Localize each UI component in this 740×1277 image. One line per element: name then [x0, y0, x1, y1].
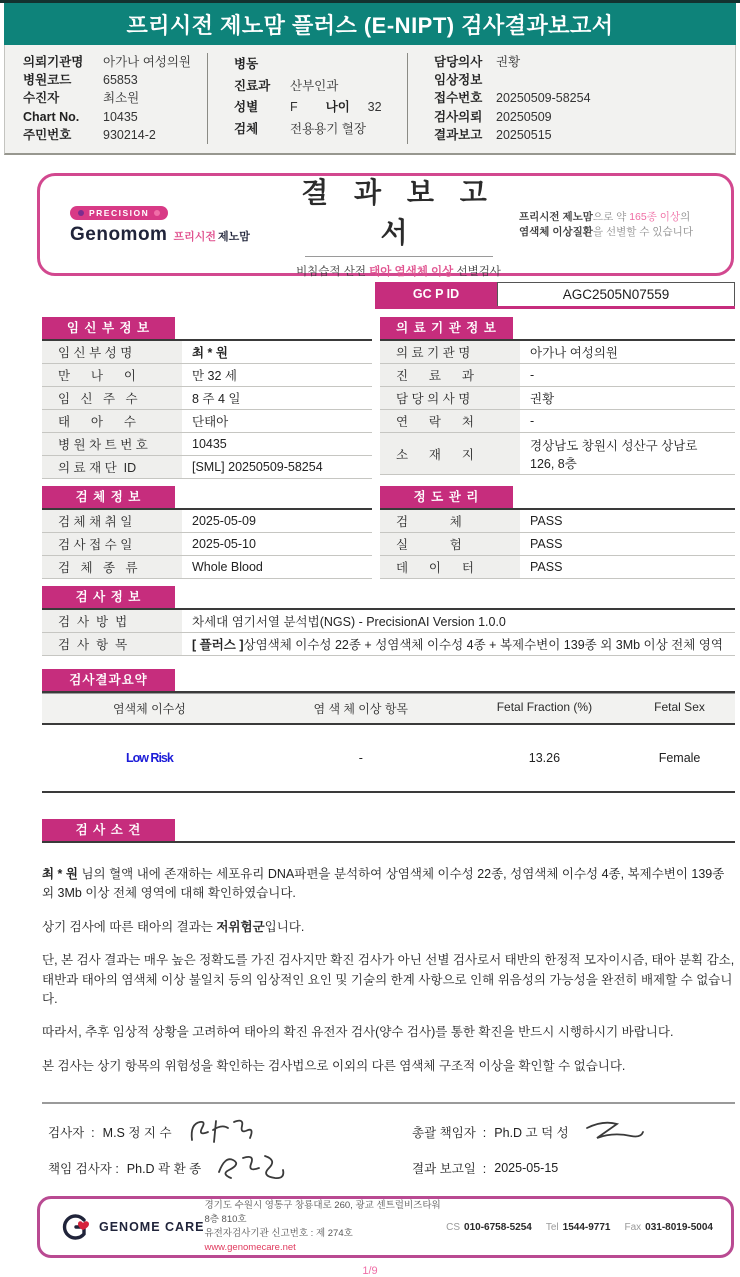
info-row [434, 108, 735, 126]
row-label: 나이 [325, 100, 350, 115]
fax-label: Fax [624, 1221, 642, 1233]
report-header-box [37, 173, 734, 276]
info-row [234, 98, 407, 116]
info-row [23, 108, 207, 126]
table-row [42, 510, 372, 533]
section-header [380, 317, 735, 341]
summary-header-row [42, 693, 735, 725]
signoff-left [42, 1114, 412, 1186]
fetal-fraction-value: 13.26 [528, 751, 561, 765]
row-value: - [530, 414, 535, 428]
patient-col-1 [5, 53, 207, 144]
row-value: 2025-05-10 [192, 537, 256, 551]
row-label: 의뢰기관명 [23, 55, 84, 70]
row-label: 진 료 과 [380, 364, 520, 386]
brand-wordmark [70, 224, 278, 246]
address-line-1: 경기도 수원시 영통구 창룡대로 260, 광교 센트럴비즈타워 8층 810호 [204, 1200, 441, 1225]
cs-label: CS [446, 1221, 461, 1233]
table-row [42, 533, 372, 556]
value-bold: [ 플러스 ] [192, 638, 244, 652]
column-header: Fetal Sex [654, 700, 705, 714]
row-label: 태 아 수 [42, 410, 182, 432]
report-main-title: 프리시전 제노맘 플러스 (E-NIPT) 검사결과보고서 [126, 12, 614, 38]
genome-care-logo-text: GENOME CARE [99, 1220, 205, 1234]
chief-examiner-name: Ph.D 곽 환 종 [126, 1162, 202, 1176]
table-row [42, 433, 372, 456]
row-label: 결과보고 [434, 127, 483, 142]
paragraph-text: 상기 검사에 따른 태아의 결과는 [42, 919, 217, 934]
tagline-line-1 [519, 210, 705, 225]
row-value: 단태아 [192, 415, 229, 429]
row-value: 전용용기 혈장 [290, 122, 366, 137]
fax-number: 031-8019-5004 [645, 1221, 713, 1233]
row-value: 산부인과 [290, 78, 339, 93]
table-row [42, 633, 735, 656]
report-title: 결 과 보 고 서 [301, 176, 496, 248]
patient-col-3 [407, 53, 735, 144]
genome-care-logo-icon [58, 1212, 92, 1242]
findings-paragraph [42, 865, 735, 904]
table-row [380, 364, 735, 387]
tagline-mid: 으로 약 [592, 210, 630, 223]
section-header [42, 819, 735, 843]
subtitle-highlight: 태아 염색체 이상 [369, 265, 454, 278]
director-row [412, 1114, 735, 1150]
tel-number: 1544-9771 [562, 1221, 611, 1233]
row-label: 만 나 이 [42, 364, 182, 386]
row-value: 2025-05-09 [192, 514, 256, 528]
abnormality-value: - [358, 751, 363, 765]
findings-paragraph: 따라서, 추후 임상적 상황을 고려하여 태아의 확진 유전자 검사(양수 검사)를 통한 확진을 반드시 시행하시기 바랍니다. [42, 1025, 674, 1040]
section-badge: 임 신 부 정 보 [42, 317, 175, 339]
section-header [42, 317, 372, 341]
gcpid-row [375, 282, 735, 309]
findings-paragraph: 단, 본 검사 결과는 매우 높은 정확도를 가진 검사지만 확진 검사가 아닌 선별 검사로서 태반의 한정적 모자이시즘, 태아 분획 감소, 태반과 태아의 염색체 이상 불일치 등의 임상적인 요인 및 기술의 한계 사항으로 인해 위음성의 가능성을 완전히 배제할 수 없습니다. [42, 953, 735, 1006]
row-label: Chart No. [23, 109, 80, 124]
info-row [23, 71, 207, 89]
examiner-label: 검사자 : [48, 1126, 95, 1140]
table-row [42, 387, 372, 410]
section-header [42, 486, 372, 510]
table-row [42, 556, 372, 579]
row-value: 930214-2 [103, 127, 156, 142]
row-value [182, 633, 735, 655]
info-row [23, 126, 207, 144]
row-value: PASS [530, 514, 563, 528]
pregnant-info-table [42, 317, 372, 479]
section-badge: 검 체 정 보 [42, 486, 175, 508]
specimen-info-table [42, 486, 372, 579]
row-label: 담당의사 [434, 55, 483, 70]
row-label: 소 재 지 [380, 433, 520, 474]
row-value: PASS [530, 560, 563, 574]
qc-table [380, 486, 735, 579]
row-value: 8 주 4 일 [192, 392, 241, 406]
row-label: 검 체 채 취 일 [42, 510, 182, 532]
findings-section [42, 819, 735, 1076]
section-header [42, 669, 735, 693]
info-row [23, 53, 207, 71]
column-header: Fetal Fraction (%) [496, 700, 593, 714]
row-label: 주민번호 [23, 127, 72, 142]
row-label: 실 험 [380, 533, 520, 555]
findings-paragraph [42, 918, 735, 937]
footer-box [37, 1196, 734, 1258]
row-label: 의 료 기 관 명 [380, 341, 520, 363]
brand-tagline [519, 210, 731, 240]
row-label: 검체 [234, 122, 259, 137]
subtitle-post: 선별검사 [453, 265, 501, 278]
row-value: 20250509 [496, 109, 552, 124]
patient-info-panel [4, 45, 736, 155]
paragraph-text: 입니다. [264, 919, 305, 934]
row-value: 10435 [192, 437, 227, 451]
info-row [434, 89, 735, 107]
table-row [380, 410, 735, 433]
report-date-label: 결과 보고일 : [412, 1162, 487, 1176]
tagline-post: 을 선별할 수 있습니다 [592, 225, 693, 238]
subtitle-pre: 비침습적 산전 [296, 265, 370, 278]
row-label: 임상정보 [434, 73, 483, 88]
table-row [380, 341, 735, 364]
page-number: 1/9 [362, 1265, 378, 1277]
report-date-row [412, 1150, 735, 1186]
cs-number: 010-6758-5254 [464, 1221, 532, 1233]
row-label: 임 신 주 수 [42, 387, 182, 409]
section-badge: 검 사 소 견 [42, 819, 175, 841]
section-badge: 검사결과요약 [42, 669, 175, 691]
row-value: 아가나 여성의원 [103, 55, 191, 70]
genomom-brand [40, 203, 278, 246]
chief-examiner-label: 책임 검사자 : [48, 1162, 119, 1176]
table-row [42, 610, 735, 633]
row-value: 경상남도 창원시 성산구 상남로 126, 8층 [530, 438, 698, 471]
row-label: 검 사 항 목 [42, 633, 182, 655]
row-label: 진료과 [234, 78, 271, 93]
report-body [42, 317, 735, 1186]
row-value: 32 [367, 100, 382, 115]
row-label: 임 신 부 성 명 [42, 341, 182, 363]
chief-examiner-signature-image [215, 1152, 289, 1184]
summary-data-row [42, 725, 735, 793]
table-row [380, 510, 735, 533]
section-badge: 검 사 정 보 [42, 586, 175, 608]
row-label: 검 체 종 류 [42, 556, 182, 578]
info-row [434, 71, 735, 89]
result-value: Low Risk [125, 751, 173, 765]
row-value: 최소원 [103, 91, 140, 106]
examiner-signature-image [186, 1116, 258, 1148]
patient-col-2 [207, 53, 407, 144]
section-badge: 의 료 기 관 정 보 [380, 317, 513, 339]
info-row [234, 55, 407, 73]
row-value: 권황 [496, 55, 521, 70]
tagline-bold: 프리시전 제노맘 [519, 210, 593, 223]
row-label: 연 락 처 [380, 410, 520, 432]
genome-care-logo [58, 1212, 204, 1242]
fetal-sex-value: Female [658, 751, 701, 765]
result-summary-section [42, 669, 735, 793]
section-badge: 정 도 관 리 [380, 486, 513, 508]
row-value: 만 32 세 [192, 369, 237, 383]
row-label: 검사의뢰 [434, 109, 483, 124]
findings-paragraph: 본 검사는 상기 항목의 위험성을 확인하는 검사법으로 이외의 다른 염색체 구조적 이상을 확인할 수 없습니다. [42, 1058, 626, 1073]
row-value: 권황 [530, 392, 555, 406]
info-tables-row-1 [42, 317, 735, 479]
gcpid-label: GC P ID [375, 282, 497, 306]
info-row [234, 120, 407, 138]
cs-contact [446, 1222, 532, 1233]
row-value: PASS [530, 537, 563, 551]
info-row [234, 77, 407, 95]
column-header: 염 색 체 이상 항목 [313, 702, 409, 716]
dot-icon [78, 210, 84, 216]
row-value: 65853 [103, 73, 138, 88]
brand-korean-pink: 프리시전 [173, 231, 216, 243]
row-label: 검 사 접 수 일 [42, 533, 182, 555]
table-row [42, 364, 372, 387]
examiner-row [48, 1114, 412, 1150]
fax-contact [624, 1222, 713, 1233]
row-value: 차세대 염기서열 분석법(NGS) - PrecisionAI Version 1.0.0 [192, 615, 506, 629]
chief-examiner-row [48, 1150, 412, 1186]
row-value: 아가나 여성의원 [530, 346, 618, 360]
tagline-pink: 165종 이상 [629, 210, 681, 223]
precision-badge [70, 206, 168, 220]
report-title-block [278, 171, 519, 279]
table-row [380, 433, 735, 475]
address-line-2: 유전자검사기관 신고번호 : 제 274호 [204, 1228, 353, 1239]
row-value: 10435 [103, 109, 138, 124]
tel-label: Tel [545, 1221, 559, 1233]
column-header: 염색체 이수성 [112, 702, 186, 716]
footer-address [204, 1199, 446, 1255]
table-row [380, 387, 735, 410]
director-signature-image [583, 1118, 647, 1146]
row-value: - [530, 368, 535, 382]
info-row [434, 53, 735, 71]
info-row [434, 126, 735, 144]
examiner-name: M.S 정 지 수 [102, 1126, 172, 1140]
row-label: 담 당 의 사 명 [380, 387, 520, 409]
row-label: 병원코드 [23, 73, 72, 88]
info-row [23, 89, 207, 107]
tagline-post: 의 [680, 210, 691, 223]
director-name: Ph.D 고 덕 성 [494, 1126, 569, 1140]
test-info-table [42, 586, 735, 656]
section-header [380, 486, 735, 510]
precision-label: PRECISION [89, 208, 150, 218]
report-subtitle [278, 263, 519, 279]
info-tables-row-2 [42, 486, 735, 579]
tagline-bold: 염색체 이상질환 [519, 225, 593, 238]
report-date-value: 2025-05-15 [494, 1161, 559, 1175]
tagline-line-2 [519, 225, 705, 240]
table-row [42, 456, 372, 479]
signoff-block [42, 1102, 735, 1186]
dot-icon [154, 210, 160, 216]
row-value: 20250515 [496, 127, 552, 142]
row-label: 성별 [234, 100, 259, 115]
tel-contact [546, 1222, 611, 1233]
paragraph-text: 님의 혈액 내에 존재하는 세포유리 DNA파편을 분석하여 상염색체 이수성 22종, 성염색체 이수성 4종, 복제수변이 139종 외 3Mb 이상 전체 영역에 대해 확인하였습니다. [42, 867, 725, 901]
value-rest: 상염색체 이수성 22종 + 성염색체 이수성 4종 + 복제수변이 139종 외 3Mb 이상 전체 영역 [243, 638, 723, 652]
table-row [380, 556, 735, 579]
section-header [42, 586, 735, 610]
risk-level: 저위험군 [216, 919, 265, 934]
row-value: F [290, 100, 298, 115]
row-value: 최 * 원 [192, 346, 228, 360]
table-row [42, 410, 372, 433]
signoff-right [412, 1114, 735, 1186]
website-link[interactable]: www.genomecare.net [204, 1242, 296, 1253]
row-label: 수진자 [23, 91, 60, 106]
director-label: 총괄 책임자 : [412, 1126, 487, 1140]
brand-korean-dark: 제노맘 [217, 231, 250, 243]
patient-name: 최 * 원 [42, 867, 78, 881]
row-value: [SML] 20250509-58254 [192, 460, 323, 474]
gcpid-value: AGC2505N07559 [497, 282, 735, 306]
table-row [380, 533, 735, 556]
row-label: 병 원 차 트 번 호 [42, 433, 182, 455]
row-label: 데 이 터 [380, 556, 520, 578]
row-label: 검 사 방 법 [42, 610, 182, 632]
row-value: Whole Blood [192, 560, 263, 574]
title-underline [305, 256, 493, 257]
row-label: 검 체 [380, 510, 520, 532]
row-label: 의 료 재 단 ID [42, 456, 182, 478]
row-value: 20250509-58254 [496, 91, 591, 106]
clinic-info-table [380, 317, 735, 479]
row-label: 병동 [234, 56, 259, 71]
footer-contacts [446, 1222, 713, 1233]
table-row [42, 341, 372, 364]
row-label: 접수번호 [434, 91, 483, 106]
title-banner [4, 3, 736, 45]
genomom-logo-text: Genomom [70, 224, 168, 245]
